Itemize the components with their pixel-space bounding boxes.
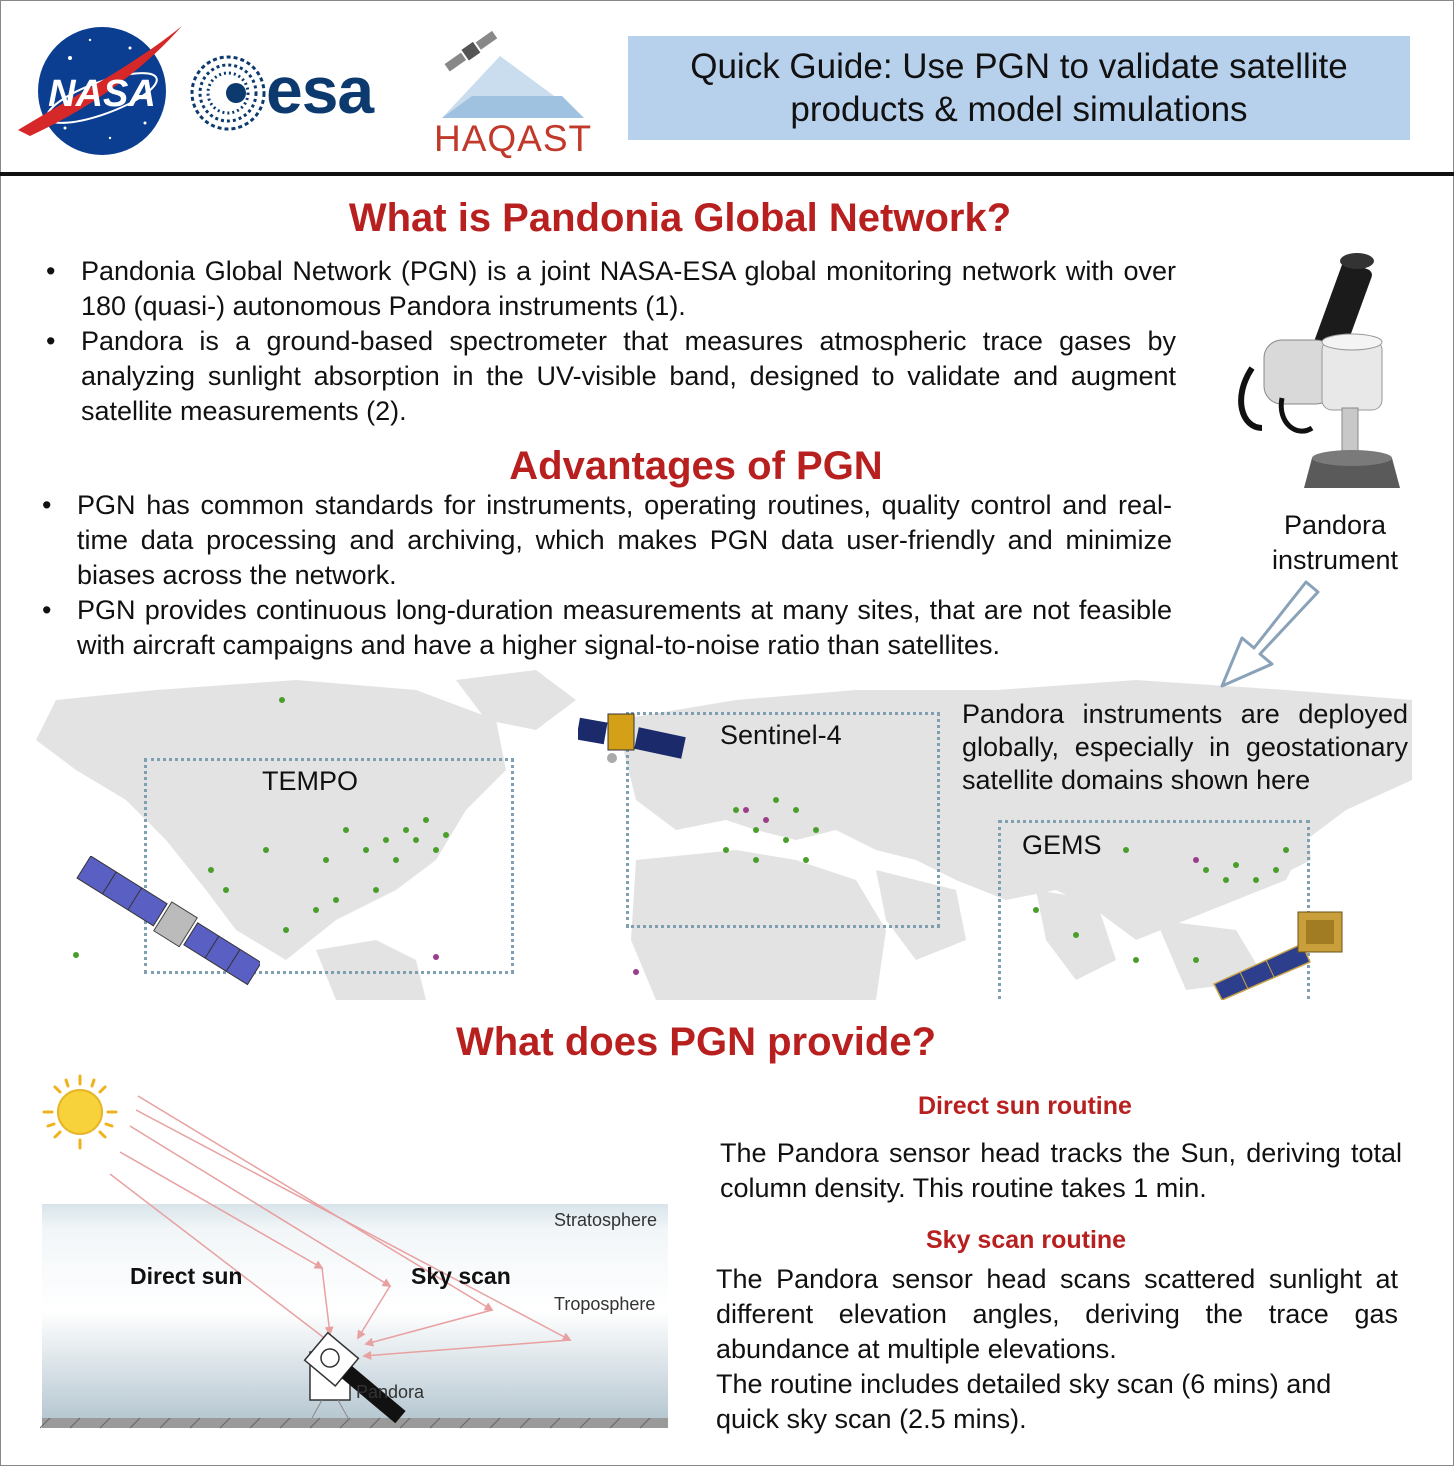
haqast-logo-text: HAQAST (434, 118, 593, 159)
tempo-satellite-icon (70, 856, 260, 996)
esa-logo-text: esa (266, 53, 374, 127)
sun-icon (44, 1076, 116, 1148)
section2-bullets (36, 488, 1172, 663)
sky-scan-label: Sky scan (411, 1263, 511, 1289)
pandora-instrument-image (1222, 248, 1432, 506)
sky-scan-text-part1: The Pandora sensor head scans scattered sunlight at different elevation angles, deriving the trace gas abundance at multiple elevations. (716, 1264, 1398, 1364)
nasa-logo (10, 18, 188, 160)
sky-scan-text (716, 1262, 1398, 1437)
header-divider (0, 172, 1454, 176)
satellite-icon (443, 29, 498, 73)
gems-satellite-icon (1210, 904, 1350, 1000)
section1-bullets (40, 254, 1176, 429)
tempo-label: TEMPO (262, 766, 359, 796)
section2-title: Advantages of PGN (509, 444, 883, 488)
guide-title-line1: Quick Guide: Use PGN to validate satellite (690, 47, 1348, 86)
direct-sun-label: Direct sun (130, 1263, 243, 1289)
direct-sun-text: The Pandora sensor head tracks the Sun, deriving total column density. This routine takes 1 min. (720, 1138, 1402, 1203)
pandora-label: Pandora (356, 1382, 425, 1402)
sky-scan-text-part2: The routine includes detailed sky scan (6 mins) and quick sky scan (2.5 mins). (716, 1369, 1332, 1434)
section1-title: What is Pandonia Global Network? (348, 196, 1012, 240)
pointer-arrow-icon (1214, 576, 1324, 692)
map-note: Pandora instruments are deployed globally, especially in geostationary satellite domains shown here (962, 699, 1408, 795)
pandora-instrument-caption (1240, 508, 1430, 578)
section3-title: What does PGN provide? (455, 1020, 937, 1064)
troposphere-label: Troposphere (554, 1294, 656, 1314)
haqast-logo (432, 16, 592, 160)
gems-label: GEMS (1022, 830, 1102, 860)
direct-sun-title: Direct sun routine (918, 1092, 1132, 1120)
sky-scan-title: Sky scan routine (926, 1226, 1127, 1254)
bullet-item: • PGN provides continuous long-duration measurements at many sites, that are not feasible with aircraft campaigns and have a higher signal-to-noise ratio than satellites. (36, 593, 1172, 663)
caption-line: Pandora (1283, 510, 1387, 540)
caption-line: instrument (1271, 545, 1399, 575)
measurement-diagram (40, 1072, 672, 1434)
nasa-logo-text: NASA (48, 73, 156, 115)
bullet-item: • PGN has common standards for instruments, operating routines, quality control and real-time data processing and archiving, which makes PGN data user-friendly and minimize biases across the network. (36, 488, 1172, 593)
bullet-item: • Pandonia Global Network (PGN) is a joint NASA-ESA global monitoring network with over 180 (quasi-) autonomous Pandora instruments (1). (40, 254, 1176, 324)
sentinel-satellite-icon (578, 710, 690, 772)
guide-title-box (628, 36, 1410, 140)
sentinel-label: Sentinel-4 (720, 720, 842, 750)
esa-logo (186, 50, 406, 136)
stratosphere-label: Stratosphere (554, 1210, 658, 1230)
bullet-item: • Pandora is a ground-based spectrometer that measures atmospheric trace gases by analyzing sunlight absorption in the UV-visible band, designed to validate and augment satellite measurements (2). (40, 324, 1176, 429)
guide-title-line2: products & model simulations (790, 90, 1248, 129)
